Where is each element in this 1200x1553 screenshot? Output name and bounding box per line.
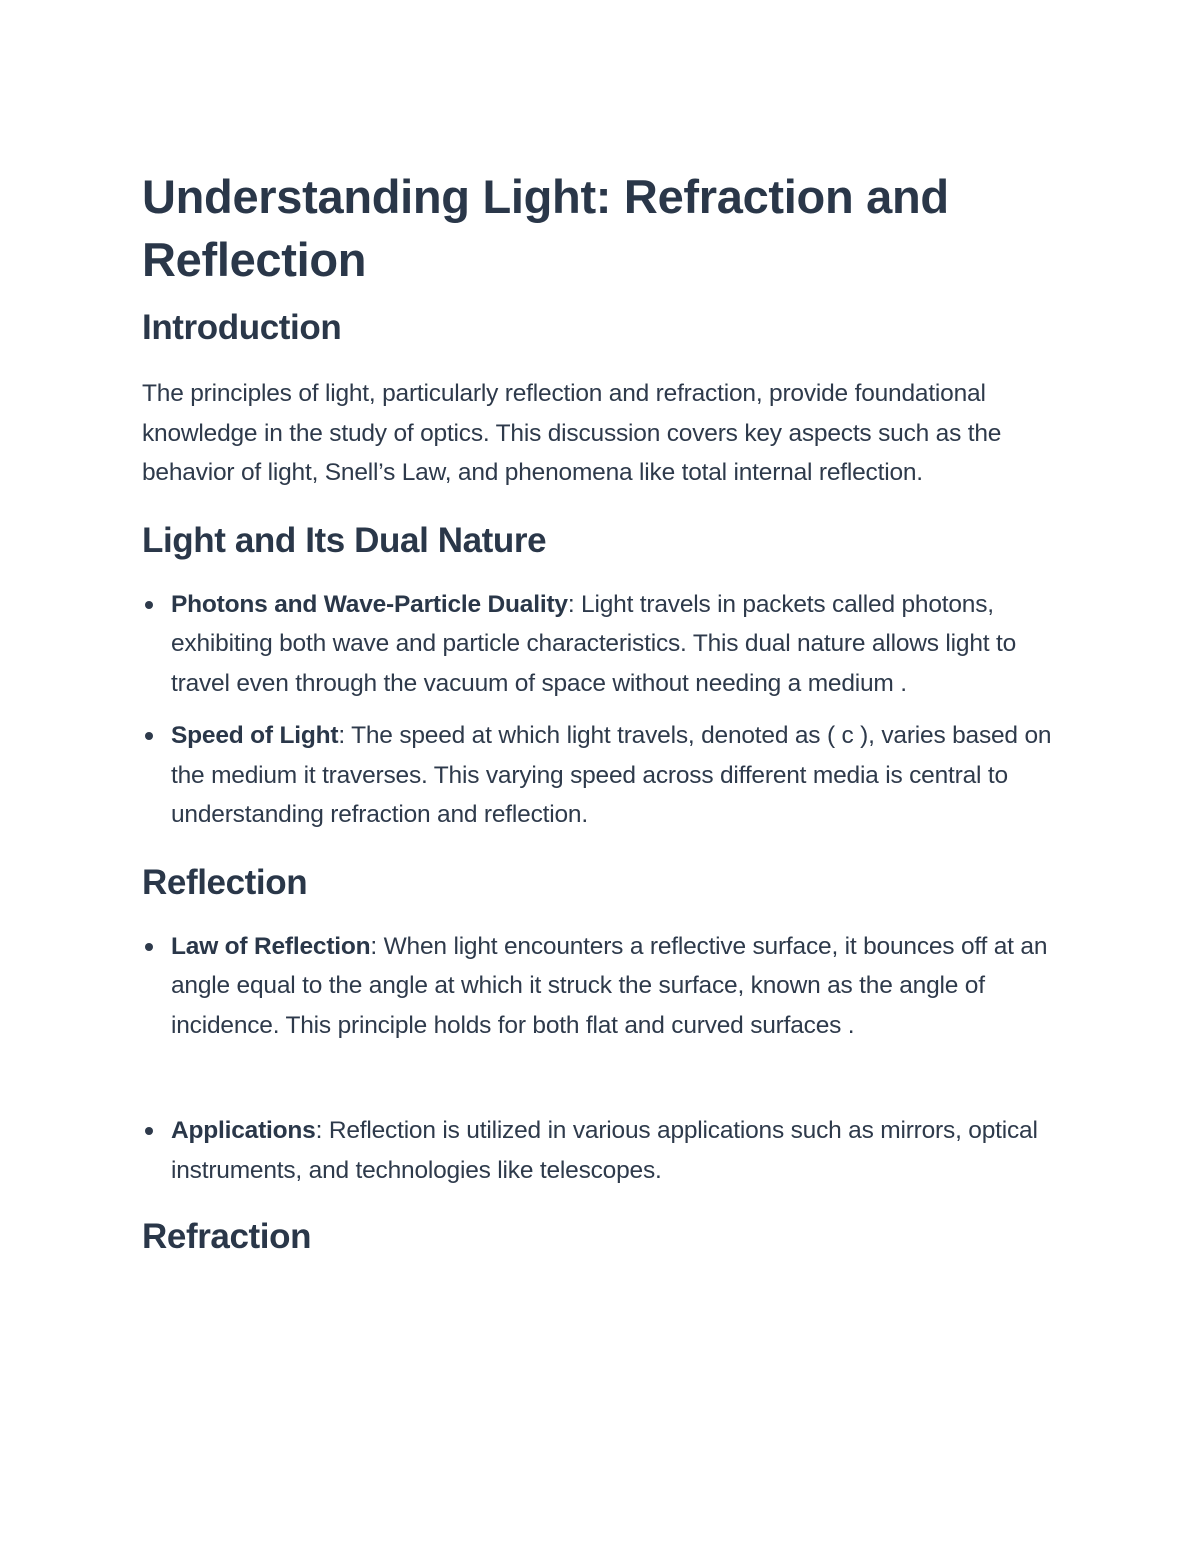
list-item-separator: : xyxy=(315,1117,323,1144)
list-item-term: Law of Reflection xyxy=(171,932,371,960)
list-item-term: Speed of Light xyxy=(171,722,339,749)
list-item-text: When light encounters a reflective surface, it bounces off at an angle equal to the angle at which it struck the surface, known as the angle of incidence. This principle holds for both flat and curved surfaces . xyxy=(171,932,1048,1039)
list-item-text: Reflection is utilized in various applications such as mirrors, optical instruments, and technologies like telescopes. xyxy=(171,1117,1038,1184)
list-item-term: Applications xyxy=(171,1117,316,1144)
list-item-separator: : xyxy=(370,932,378,960)
introduction-paragraph: The principles of light, particularly reflection and refraction, provide foundational knowledge in the study of optics. This discussion covers key aspects such as the behavior of light, Snell’s Law, and phenomena like total internal reflection. xyxy=(142,380,1002,486)
dual-nature-list xyxy=(142,585,1067,835)
bullet-icon xyxy=(145,943,153,951)
bullet-icon xyxy=(145,1127,153,1135)
bullet-icon xyxy=(145,732,153,740)
reflection-list xyxy=(142,927,1067,1191)
list-item xyxy=(142,1111,1067,1190)
document-title: Understanding Light: Refraction and Reflection xyxy=(142,170,949,286)
section-heading-reflection: Reflection xyxy=(142,862,308,902)
section-heading-dual-nature: Light and Its Dual Nature xyxy=(142,520,547,560)
list-item-separator: : xyxy=(338,722,345,749)
list-item xyxy=(142,585,1067,704)
list-item-text: Light travels in packets called photons, exhibiting both wave and particle characteristics. This dual nature allows light to travel even through the vacuum of space without needing a medium . xyxy=(171,590,1016,697)
section-heading-refraction: Refraction xyxy=(142,1217,312,1256)
list-item xyxy=(142,927,1067,1046)
list-item-separator: : xyxy=(567,590,575,618)
list-item xyxy=(142,716,1067,835)
list-item-text: The speed at which light travels, denoted as ( c ), varies based on the medium it traverses. This varying speed across different media is central to understanding refraction and reflection. xyxy=(171,722,1052,828)
section-heading-introduction: Introduction xyxy=(142,308,342,347)
document-page xyxy=(142,165,1067,1259)
list-item-term: Photons and Wave-Particle Duality xyxy=(171,590,568,618)
bullet-icon xyxy=(145,601,153,609)
